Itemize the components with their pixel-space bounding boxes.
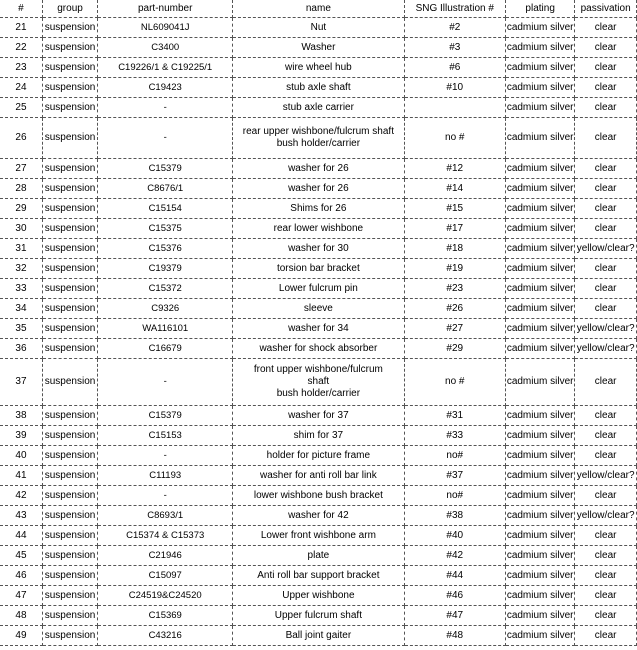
cell-group: suspension <box>42 18 97 38</box>
cell-passivation: clear <box>575 98 637 118</box>
cell-name <box>233 179 404 199</box>
cell-plating: cadmium silver <box>506 546 575 566</box>
cell-group: suspension <box>42 239 97 259</box>
cell-plating: cadmium silver <box>506 18 575 38</box>
cell-name-line: washer for 26 <box>288 162 349 174</box>
cell-number: 46 <box>0 566 42 586</box>
cell-name <box>233 506 404 526</box>
cell-name-line: washer for 34 <box>288 322 349 334</box>
cell-name <box>233 486 404 506</box>
cell-part-number: C15379 <box>98 406 233 426</box>
cell-plating: cadmium silver <box>506 199 575 219</box>
cell-plating: cadmium silver <box>506 359 575 406</box>
cell-sng-illustration: #3 <box>404 38 506 58</box>
cell-group: suspension <box>42 58 97 78</box>
cell-part-number: C15376 <box>98 239 233 259</box>
cell-sng-illustration: no # <box>404 118 506 159</box>
table-row <box>0 78 637 98</box>
cell-part-number: WA116101 <box>98 319 233 339</box>
cell-sng-illustration: #10 <box>404 78 506 98</box>
cell-passivation: clear <box>575 606 637 626</box>
cell-passivation: clear <box>575 259 637 279</box>
cell-number: 33 <box>0 279 42 299</box>
cell-passivation: clear <box>575 38 637 58</box>
cell-sng-illustration: no# <box>404 486 506 506</box>
cell-plating: cadmium silver <box>506 38 575 58</box>
cell-group: suspension <box>42 179 97 199</box>
cell-name <box>233 18 404 38</box>
cell-name <box>233 606 404 626</box>
cell-passivation: clear <box>575 58 637 78</box>
cell-name <box>233 339 404 359</box>
cell-plating: cadmium silver <box>506 279 575 299</box>
cell-name-line: Lower front wishbone arm <box>260 529 376 541</box>
cell-sng-illustration: #31 <box>404 406 506 426</box>
cell-plating: cadmium silver <box>506 626 575 646</box>
cell-number: 25 <box>0 98 42 118</box>
header-row <box>0 0 637 18</box>
cell-passivation: yellow/clear? <box>575 506 637 526</box>
cell-name-line: washer for 26 <box>288 182 349 194</box>
cell-plating: cadmium silver <box>506 98 575 118</box>
cell-plating: cadmium silver <box>506 606 575 626</box>
cell-name <box>233 199 404 219</box>
cell-name <box>233 299 404 319</box>
cell-group: suspension <box>42 359 97 406</box>
cell-group: suspension <box>42 319 97 339</box>
cell-name <box>233 319 404 339</box>
cell-passivation: clear <box>575 279 637 299</box>
cell-group: suspension <box>42 279 97 299</box>
cell-name <box>233 446 404 466</box>
cell-sng-illustration <box>404 98 506 118</box>
cell-part-number: - <box>98 118 233 159</box>
table-row <box>0 566 637 586</box>
cell-passivation: clear <box>575 626 637 646</box>
cell-part-number: C11193 <box>98 466 233 486</box>
cell-name-line: Anti roll bar support bracket <box>257 569 380 581</box>
cell-sng-illustration: #38 <box>404 506 506 526</box>
column-header-part-number: part-number <box>98 0 233 18</box>
cell-plating: cadmium silver <box>506 118 575 159</box>
cell-name-line: rear upper wishbone/fulcrum shaft <box>242 126 394 137</box>
cell-plating: cadmium silver <box>506 239 575 259</box>
cell-number: 40 <box>0 446 42 466</box>
cell-sng-illustration: #42 <box>404 546 506 566</box>
cell-plating: cadmium silver <box>506 58 575 78</box>
cell-part-number: C8693/1 <box>98 506 233 526</box>
table-row <box>0 159 637 179</box>
table-row <box>0 239 637 259</box>
cell-name-line: wire wheel hub <box>285 61 352 73</box>
cell-part-number: - <box>98 98 233 118</box>
cell-sng-illustration: #48 <box>404 626 506 646</box>
cell-part-number: C16679 <box>98 339 233 359</box>
cell-sng-illustration: #46 <box>404 586 506 606</box>
cell-passivation: clear <box>575 526 637 546</box>
cell-number: 29 <box>0 199 42 219</box>
table-row <box>0 446 637 466</box>
cell-part-number: C15379 <box>98 159 233 179</box>
cell-passivation: clear <box>575 299 637 319</box>
cell-number: 27 <box>0 159 42 179</box>
cell-part-number: C19423 <box>98 78 233 98</box>
cell-passivation: clear <box>575 406 637 426</box>
cell-group: suspension <box>42 606 97 626</box>
cell-name-line: Washer <box>301 41 336 53</box>
cell-group: suspension <box>42 446 97 466</box>
cell-name <box>233 466 404 486</box>
table-row <box>0 586 637 606</box>
cell-sng-illustration: #17 <box>404 219 506 239</box>
cell-sng-illustration: #29 <box>404 339 506 359</box>
cell-name <box>233 118 404 159</box>
cell-name <box>233 159 404 179</box>
cell-group: suspension <box>42 159 97 179</box>
cell-name <box>233 359 404 406</box>
cell-name-line: shaft <box>307 376 330 387</box>
cell-passivation: yellow/clear? <box>575 339 637 359</box>
cell-sng-illustration: #2 <box>404 18 506 38</box>
cell-part-number: - <box>98 359 233 406</box>
table-row <box>0 319 637 339</box>
cell-plating: cadmium silver <box>506 446 575 466</box>
cell-part-number: C21946 <box>98 546 233 566</box>
cell-name <box>233 219 404 239</box>
cell-sng-illustration: #27 <box>404 319 506 339</box>
cell-name-line: washer for anti roll bar link <box>260 469 377 481</box>
cell-plating: cadmium silver <box>506 486 575 506</box>
cell-name-line: Ball joint gaiter <box>285 629 352 641</box>
table-row <box>0 38 637 58</box>
cell-name-line: Shims for 26 <box>290 202 347 214</box>
cell-name <box>233 546 404 566</box>
cell-plating: cadmium silver <box>506 466 575 486</box>
cell-name <box>233 586 404 606</box>
cell-name-line: shim for 37 <box>293 429 344 441</box>
cell-number: 35 <box>0 319 42 339</box>
column-header-plating: plating <box>506 0 575 18</box>
cell-group: suspension <box>42 199 97 219</box>
cell-plating: cadmium silver <box>506 259 575 279</box>
cell-sng-illustration: #37 <box>404 466 506 486</box>
table-row <box>0 279 637 299</box>
table-row <box>0 18 637 38</box>
cell-part-number: C15153 <box>98 426 233 446</box>
cell-name-line: Upper wishbone <box>282 589 355 601</box>
cell-group: suspension <box>42 486 97 506</box>
table-row <box>0 426 637 446</box>
cell-part-number: C15154 <box>98 199 233 219</box>
cell-passivation: clear <box>575 219 637 239</box>
cell-plating: cadmium silver <box>506 78 575 98</box>
cell-plating: cadmium silver <box>506 299 575 319</box>
cell-number: 28 <box>0 179 42 199</box>
cell-name <box>233 279 404 299</box>
cell-passivation: clear <box>575 359 637 406</box>
cell-group: suspension <box>42 526 97 546</box>
cell-passivation: clear <box>575 159 637 179</box>
cell-sng-illustration: #15 <box>404 199 506 219</box>
cell-passivation: yellow/clear? <box>575 466 637 486</box>
cell-part-number: C19379 <box>98 259 233 279</box>
cell-sng-illustration: #44 <box>404 566 506 586</box>
cell-name <box>233 566 404 586</box>
cell-name-line: bush holder/carrier <box>276 138 361 149</box>
cell-group: suspension <box>42 118 97 159</box>
cell-part-number: C24519&C24520 <box>98 586 233 606</box>
cell-name <box>233 78 404 98</box>
cell-name-line: sleeve <box>303 302 333 314</box>
table-row <box>0 606 637 626</box>
column-header-passivation: passivation <box>575 0 637 18</box>
cell-plating: cadmium silver <box>506 159 575 179</box>
table-row <box>0 406 637 426</box>
cell-group: suspension <box>42 219 97 239</box>
table-row <box>0 466 637 486</box>
cell-name-line: Nut <box>310 21 327 33</box>
cell-plating: cadmium silver <box>506 426 575 446</box>
cell-name-line: plate <box>307 549 330 561</box>
cell-group: suspension <box>42 586 97 606</box>
cell-passivation: clear <box>575 486 637 506</box>
cell-number: 39 <box>0 426 42 446</box>
cell-part-number: C15375 <box>98 219 233 239</box>
cell-number: 31 <box>0 239 42 259</box>
cell-passivation: clear <box>575 566 637 586</box>
cell-number: 45 <box>0 546 42 566</box>
cell-sng-illustration: #33 <box>404 426 506 446</box>
table-row <box>0 546 637 566</box>
cell-number: 22 <box>0 38 42 58</box>
table-row <box>0 118 637 159</box>
cell-name-line: Lower fulcrum pin <box>278 282 358 294</box>
cell-group: suspension <box>42 546 97 566</box>
table-row <box>0 98 637 118</box>
cell-sng-illustration: #18 <box>404 239 506 259</box>
cell-name-line: washer for shock absorber <box>259 342 378 354</box>
cell-name-line: Upper fulcrum shaft <box>274 609 362 621</box>
column-header-number: # <box>0 0 42 18</box>
cell-plating: cadmium silver <box>506 526 575 546</box>
cell-name-line: front upper wishbone/fulcrum <box>253 364 383 375</box>
cell-plating: cadmium silver <box>506 586 575 606</box>
cell-sng-illustration: #40 <box>404 526 506 546</box>
table-row <box>0 506 637 526</box>
cell-name-line: stub axle carrier <box>282 101 354 113</box>
cell-sng-illustration: #23 <box>404 279 506 299</box>
cell-name <box>233 239 404 259</box>
table-row <box>0 58 637 78</box>
cell-number: 41 <box>0 466 42 486</box>
cell-sng-illustration: #6 <box>404 58 506 78</box>
cell-sng-illustration: #14 <box>404 179 506 199</box>
cell-name <box>233 406 404 426</box>
cell-part-number: C15372 <box>98 279 233 299</box>
cell-plating: cadmium silver <box>506 506 575 526</box>
cell-number: 21 <box>0 18 42 38</box>
cell-passivation: clear <box>575 446 637 466</box>
cell-passivation: yellow/clear? <box>575 319 637 339</box>
cell-passivation: yellow/clear? <box>575 239 637 259</box>
table-row <box>0 626 637 646</box>
cell-part-number: C8676/1 <box>98 179 233 199</box>
cell-part-number: C15369 <box>98 606 233 626</box>
cell-plating: cadmium silver <box>506 179 575 199</box>
cell-sng-illustration: #19 <box>404 259 506 279</box>
cell-passivation: clear <box>575 78 637 98</box>
cell-number: 38 <box>0 406 42 426</box>
cell-name <box>233 38 404 58</box>
cell-group: suspension <box>42 339 97 359</box>
cell-group: suspension <box>42 506 97 526</box>
cell-plating: cadmium silver <box>506 319 575 339</box>
cell-part-number: C9326 <box>98 299 233 319</box>
cell-name <box>233 98 404 118</box>
cell-passivation: clear <box>575 586 637 606</box>
cell-part-number: - <box>98 486 233 506</box>
cell-number: 48 <box>0 606 42 626</box>
table-row <box>0 486 637 506</box>
cell-plating: cadmium silver <box>506 219 575 239</box>
cell-sng-illustration: no # <box>404 359 506 406</box>
column-header-sng-illustration: SNG Illustration # <box>404 0 506 18</box>
table-row <box>0 359 637 406</box>
cell-name-line: washer for 37 <box>288 409 349 421</box>
table-body <box>0 18 637 646</box>
cell-part-number: C3400 <box>98 38 233 58</box>
cell-name <box>233 259 404 279</box>
cell-number: 47 <box>0 586 42 606</box>
table-row <box>0 299 637 319</box>
cell-part-number: NL609041J <box>98 18 233 38</box>
cell-number: 44 <box>0 526 42 546</box>
cell-name-line: torsion bar bracket <box>276 262 360 274</box>
cell-name <box>233 626 404 646</box>
cell-plating: cadmium silver <box>506 406 575 426</box>
cell-group: suspension <box>42 566 97 586</box>
cell-name <box>233 426 404 446</box>
cell-passivation: clear <box>575 546 637 566</box>
cell-sng-illustration: #47 <box>404 606 506 626</box>
cell-number: 24 <box>0 78 42 98</box>
cell-name-line: washer for 42 <box>288 509 349 521</box>
cell-group: suspension <box>42 38 97 58</box>
cell-group: suspension <box>42 259 97 279</box>
cell-name-line: bush holder/carrier <box>276 388 361 399</box>
cell-name <box>233 58 404 78</box>
cell-name <box>233 526 404 546</box>
cell-number: 34 <box>0 299 42 319</box>
table-row <box>0 259 637 279</box>
table-row <box>0 339 637 359</box>
cell-name-line: holder for picture frame <box>266 449 371 461</box>
cell-part-number: C15097 <box>98 566 233 586</box>
column-header-name: name <box>233 0 404 18</box>
cell-name-line: stub axle shaft <box>286 81 351 93</box>
cell-plating: cadmium silver <box>506 566 575 586</box>
cell-number: 26 <box>0 118 42 159</box>
cell-sng-illustration: #26 <box>404 299 506 319</box>
cell-number: 42 <box>0 486 42 506</box>
cell-group: suspension <box>42 426 97 446</box>
cell-number: 37 <box>0 359 42 406</box>
cell-name-line: lower wishbone bush bracket <box>253 489 383 501</box>
cell-passivation: clear <box>575 199 637 219</box>
cell-name-line: washer for 30 <box>288 242 349 254</box>
cell-number: 23 <box>0 58 42 78</box>
cell-part-number: C43216 <box>98 626 233 646</box>
cell-plating: cadmium silver <box>506 339 575 359</box>
cell-number: 32 <box>0 259 42 279</box>
cell-number: 36 <box>0 339 42 359</box>
cell-number: 49 <box>0 626 42 646</box>
table-row <box>0 199 637 219</box>
column-header-group: group <box>42 0 97 18</box>
cell-name-line: rear lower wishbone <box>273 222 364 234</box>
cell-sng-illustration: #12 <box>404 159 506 179</box>
cell-number: 43 <box>0 506 42 526</box>
cell-passivation: clear <box>575 18 637 38</box>
cell-sng-illustration: no# <box>404 446 506 466</box>
cell-part-number: C19226/1 & C19225/1 <box>98 58 233 78</box>
cell-passivation: clear <box>575 179 637 199</box>
cell-group: suspension <box>42 626 97 646</box>
table-row <box>0 526 637 546</box>
cell-group: suspension <box>42 406 97 426</box>
cell-passivation: clear <box>575 426 637 446</box>
cell-group: suspension <box>42 98 97 118</box>
cell-part-number: C15374 & C15373 <box>98 526 233 546</box>
cell-group: suspension <box>42 299 97 319</box>
cell-part-number: - <box>98 446 233 466</box>
cell-passivation: clear <box>575 118 637 159</box>
table-row <box>0 219 637 239</box>
cell-group: suspension <box>42 466 97 486</box>
cell-group: suspension <box>42 78 97 98</box>
cell-number: 30 <box>0 219 42 239</box>
table-row <box>0 179 637 199</box>
